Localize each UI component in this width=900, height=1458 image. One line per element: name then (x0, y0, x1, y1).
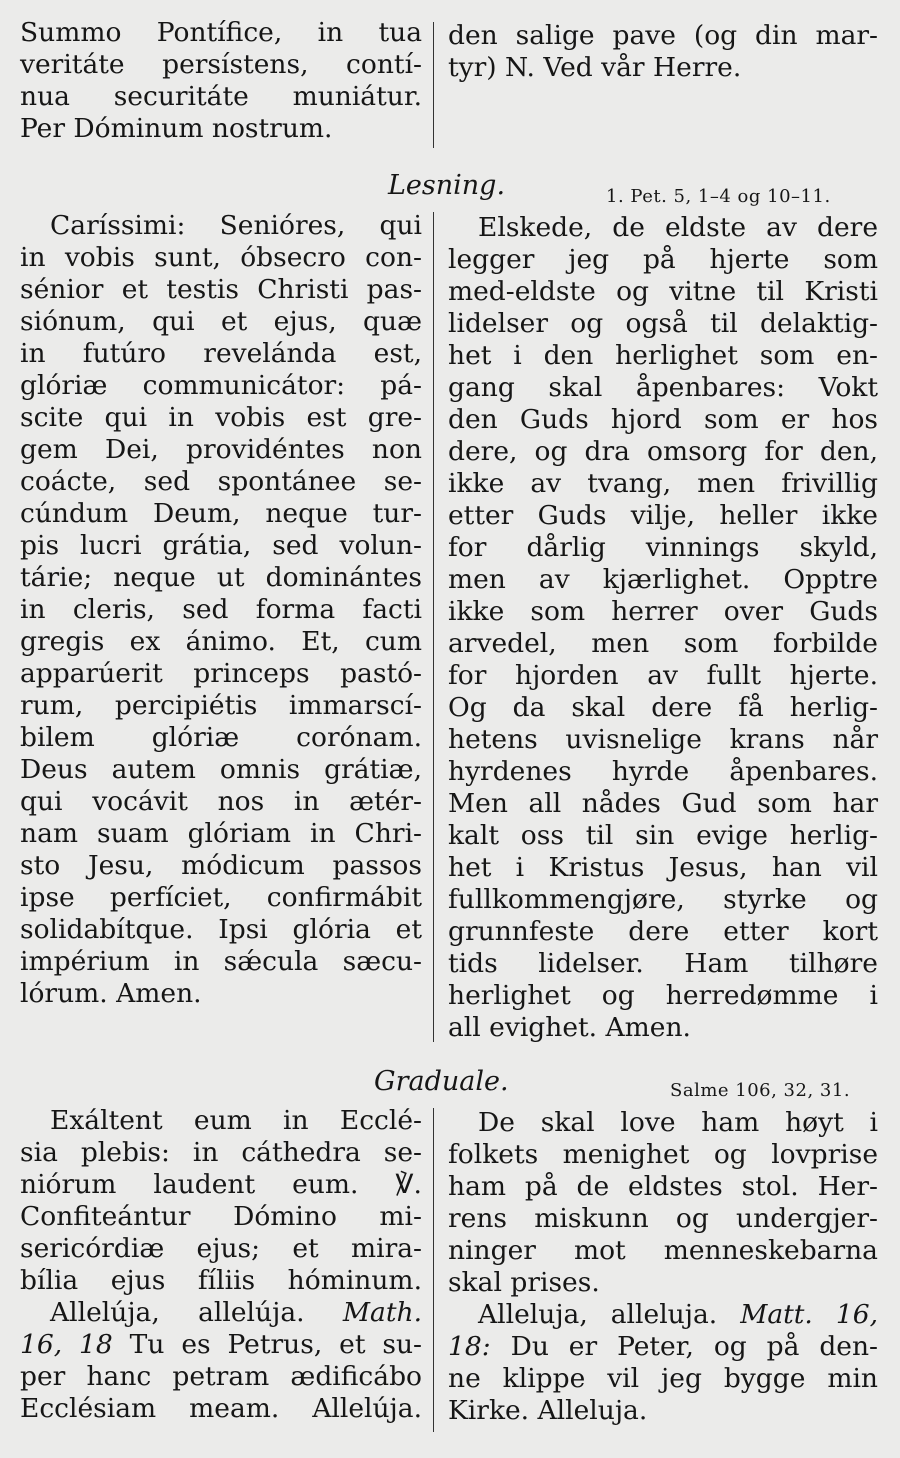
alleluia-line (448, 1299, 878, 1331)
text-line: hyrdenes hyrde åpenbares. (448, 756, 878, 787)
text-line: skal prises. (448, 1267, 600, 1298)
text-line: fullkommengjøre, styrke og (448, 884, 878, 915)
text-line: solidabítque. Ipsi glória et (20, 914, 422, 945)
text-line: men av kjærlighet. Opptre (448, 564, 878, 595)
alleluia-text: Allelúja, allelúja. (50, 1297, 343, 1328)
scripture-reference: 16, 18 (20, 1329, 113, 1360)
text-line: nam suam glóriam in Chri- (20, 818, 422, 849)
text-line: gang skal åpenbares: Vokt (448, 372, 878, 403)
text-line: bília ejus fíliis hóminum. (20, 1265, 422, 1296)
text-line: De skal love ham høyt i (478, 1107, 878, 1138)
text-line: tárie; neque ut dominántes (20, 562, 422, 593)
text-line: dere, og dra omsorg for den, (448, 436, 878, 467)
alleluia-line (20, 1297, 422, 1329)
text-line: ikke av tvang, men frivillig (448, 468, 878, 499)
alleluia-line (20, 1329, 422, 1361)
gradual-norwegian (448, 1107, 878, 1427)
text-line: folkets menighet og lovprise (448, 1139, 878, 1170)
text-line: niórum laudent eum. ℣. (20, 1169, 422, 1200)
text-line: sericórdiæ ejus; et mira- (20, 1233, 422, 1264)
lesson-latin (20, 210, 422, 1010)
text-line: all evighet. Amen. (448, 1012, 691, 1043)
text-line: for dårlig vinnings skyld, (448, 532, 878, 563)
text-line: lidelser og også til delaktig- (448, 308, 878, 339)
lesson-title: Lesning. (388, 170, 506, 201)
text-line: ne klippe vil jeg bygge min (448, 1363, 878, 1394)
text-line: scite qui in vobis est gre- (20, 402, 422, 433)
text-line: Caríssimi: Senióres, qui (50, 210, 422, 241)
alleluia-text: Du er Peter, og på den- (490, 1331, 878, 1362)
lesson-reference: 1. Pet. 5, 1–4 og 10–11. (606, 186, 831, 207)
scripture-reference: 18: (448, 1331, 491, 1362)
scripture-reference: Matt. 16, (740, 1299, 878, 1330)
text-line: etter Guds vilje, heller ikke (448, 500, 878, 531)
alleluia-line (448, 1331, 878, 1363)
column-divider (433, 212, 434, 1042)
text-line: qui vocávit nos in ætér- (20, 786, 422, 817)
text-line: per hanc petram ædificábo (20, 1361, 422, 1392)
text-line: cúndum Deum, neque tur- (20, 498, 422, 529)
text-line: Og da skal dere få herlig- (448, 692, 878, 723)
text-line: coácte, sed spontánee se- (20, 466, 422, 497)
text-line: Kirke. Alleluja. (448, 1395, 648, 1426)
alleluia-text: Tu es Petrus, et su- (112, 1329, 423, 1360)
gradual-title: Graduale. (374, 1066, 509, 1097)
column-divider (433, 1108, 434, 1432)
text-line: in cleris, sed forma facti (20, 594, 422, 625)
text-line: veritáte persístens, contí- (20, 49, 422, 80)
text-line: Men all nådes Gud som har (448, 788, 878, 819)
text-line: Deus autem omnis grátiæ, (20, 754, 422, 785)
text-line: pis lucri grátia, sed volun- (20, 530, 422, 561)
text-line: apparúerit princeps pastó- (20, 658, 422, 689)
text-line: sénior et testis Christi pas- (20, 274, 422, 305)
text-line: het i Kristus Jesus, han vil (448, 852, 878, 883)
text-line: rum, percipiétis immarscí- (20, 690, 422, 721)
text-line: rens miskunn og undergjer- (448, 1203, 878, 1234)
text-line: Per Dóminum nostrum. (20, 113, 333, 144)
alleluia-text: Alleluja, alleluja. (478, 1299, 741, 1330)
text-line: arvedel, men som forbilde (448, 628, 878, 659)
text-line: ninger mot menneskebarna (448, 1235, 878, 1266)
text-line: tids lidelser. Ham tilhøre (448, 948, 878, 979)
text-line: Ecclésiam meam. Allelúja. (20, 1393, 422, 1424)
text-line: sia plebis: in cáthedra se- (20, 1137, 422, 1168)
text-line: herlighet og herredømme i (448, 980, 878, 1011)
text-line: bilem glóriæ corónam. (20, 722, 422, 753)
text-line: glóriæ communicátor: pá- (20, 370, 422, 401)
text-line: ipse perfíciet, confirmábit (20, 882, 422, 913)
text-line: lórum. Amen. (20, 978, 202, 1009)
column-divider (433, 22, 434, 148)
text-line: in vobis sunt, óbsecro con- (20, 242, 422, 273)
text-line: grunnfeste dere etter kort (448, 916, 878, 947)
text-line: Confiteántur Dómino mi- (20, 1201, 422, 1232)
text-line: siónum, qui et ejus, quæ (20, 306, 422, 337)
text-line: Summo Pontífice, in tua (20, 17, 422, 48)
scripture-reference: Math. (342, 1297, 422, 1328)
gradual-latin (20, 1105, 422, 1425)
prayer-ending-norwegian (448, 20, 878, 84)
text-line: het i den herlighet som en- (448, 340, 878, 371)
text-line: ham på de eldstes stol. Her- (448, 1171, 878, 1202)
lesson-norwegian (448, 212, 878, 1044)
text-line: ikke som herrer over Guds (448, 596, 878, 627)
text-line: for hjorden av fullt hjerte. (448, 660, 878, 691)
text-line: Elskede, de eldste av dere (478, 212, 878, 243)
text-line: den Guds hjord som er hos (448, 404, 878, 435)
text-line: Exáltent eum in Ecclé- (50, 1105, 422, 1136)
text-line: med-eldste og vitne til Kristi (448, 276, 878, 307)
text-line: tyr) N. Ved vår Herre. (448, 52, 742, 83)
text-line: impérium in sǽcula sæcu- (20, 946, 422, 977)
text-line: hetens uvisnelige krans når (448, 724, 878, 755)
text-line: sto Jesu, módicum passos (20, 850, 422, 881)
prayer-ending-latin (20, 17, 422, 145)
text-line: nua securitáte muniátur. (20, 81, 422, 112)
text-line: kalt oss til sin evige herlig- (448, 820, 878, 851)
text-line: legger jeg på hjerte som (448, 244, 878, 275)
gradual-reference: Salme 106, 32, 31. (670, 1080, 851, 1101)
text-line: den salige pave (og din mar- (448, 20, 878, 51)
text-line: gem Dei, providéntes non (20, 434, 422, 465)
text-line: gregis ex ánimo. Et, cum (20, 626, 422, 657)
text-line: in futúro revelánda est, (20, 338, 422, 369)
